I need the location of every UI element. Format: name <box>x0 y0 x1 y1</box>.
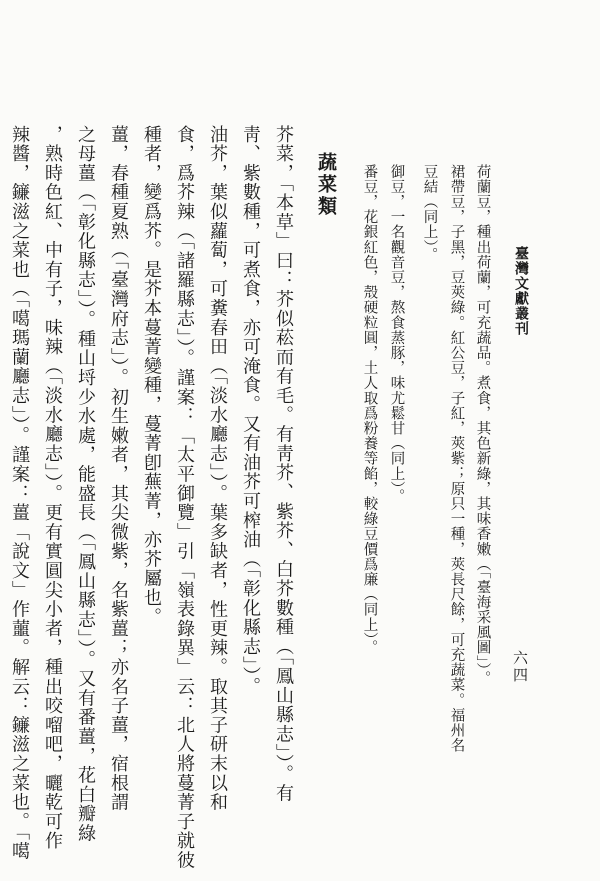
text-column: 之母薑（「彰化縣志」）。種山埒少水處，能盛長（「鳳山縣志」）。又有番薑，花白瓣綠 <box>75 125 96 843</box>
entry-holland-bean: 荷蘭豆，種出荷蘭，可充蔬品。煮食，其色新綠，其味香嫩（「臺海采風圖」）。 <box>474 164 491 686</box>
text-column: 種者，變爲芥。是芥本蔓菁變種，蔓菁卽蕪菁，亦芥屬也。 <box>141 125 162 627</box>
section-heading-vegetables: 蔬菜類 <box>315 152 337 218</box>
entry-imperial-bean: 御豆，一名觀音豆，熬食蒸豚，味尤鬆甘（同上）。 <box>388 164 405 505</box>
text-column: 辣醬，䥥滋之菜也（「噶瑪蘭廳志」）。謹案：薑「說文」作蘁。解云：䥥滋之菜也。「噶 <box>9 125 30 861</box>
text-column: 靑、紫數種，可煮食，亦可淹食。又有油芥可榨油（「彰化縣志」）。 <box>240 125 261 697</box>
entry-foreign-bean: 番豆，花銀紅色，殼硬粒圓，土人取爲粉養等餡，較綠豆價爲廉（同上）。 <box>361 164 378 656</box>
entry-yardlong-bean: 裙帶豆，子黑，豆莢綠。紅公豆，子紅，莢紫；原只一種，莢長尺餘，可充蔬菜。福州名 <box>448 164 465 753</box>
entry-yardlong-bean-cont: 豆結（同上）。 <box>421 164 438 263</box>
text-column: 食，爲芥辣（「諸羅縣志」）。謹案：「太平御覽」引「嶺表錄異」云：北人將蔓菁子就彼 <box>174 125 195 870</box>
text-column: ，熟時色紅、中有子，味辣（「淡水廳志」）。更有實圓尖小者，種出咬𠺕吧，曬乾可作 <box>42 125 63 851</box>
text-column: 薑，春種夏熟（「臺灣府志」）。初生嫩者，其尖微紫，名紫薑；亦名子薑，宿根謂 <box>108 125 129 813</box>
page-number: 六四 <box>511 650 529 684</box>
text-column: 油芥，葉似蘿蔔，可糞春田（「淡水廳志」）。葉多缺者，性更辣。取其子研末以和 <box>207 125 228 813</box>
text-column: 芥菜，「本草」曰：芥似菘而有毛。有靑芥、紫芥、白芥數種（「鳳山縣志」）。有 <box>273 125 294 804</box>
running-header-title: 臺灣文獻叢刊 <box>513 246 529 336</box>
